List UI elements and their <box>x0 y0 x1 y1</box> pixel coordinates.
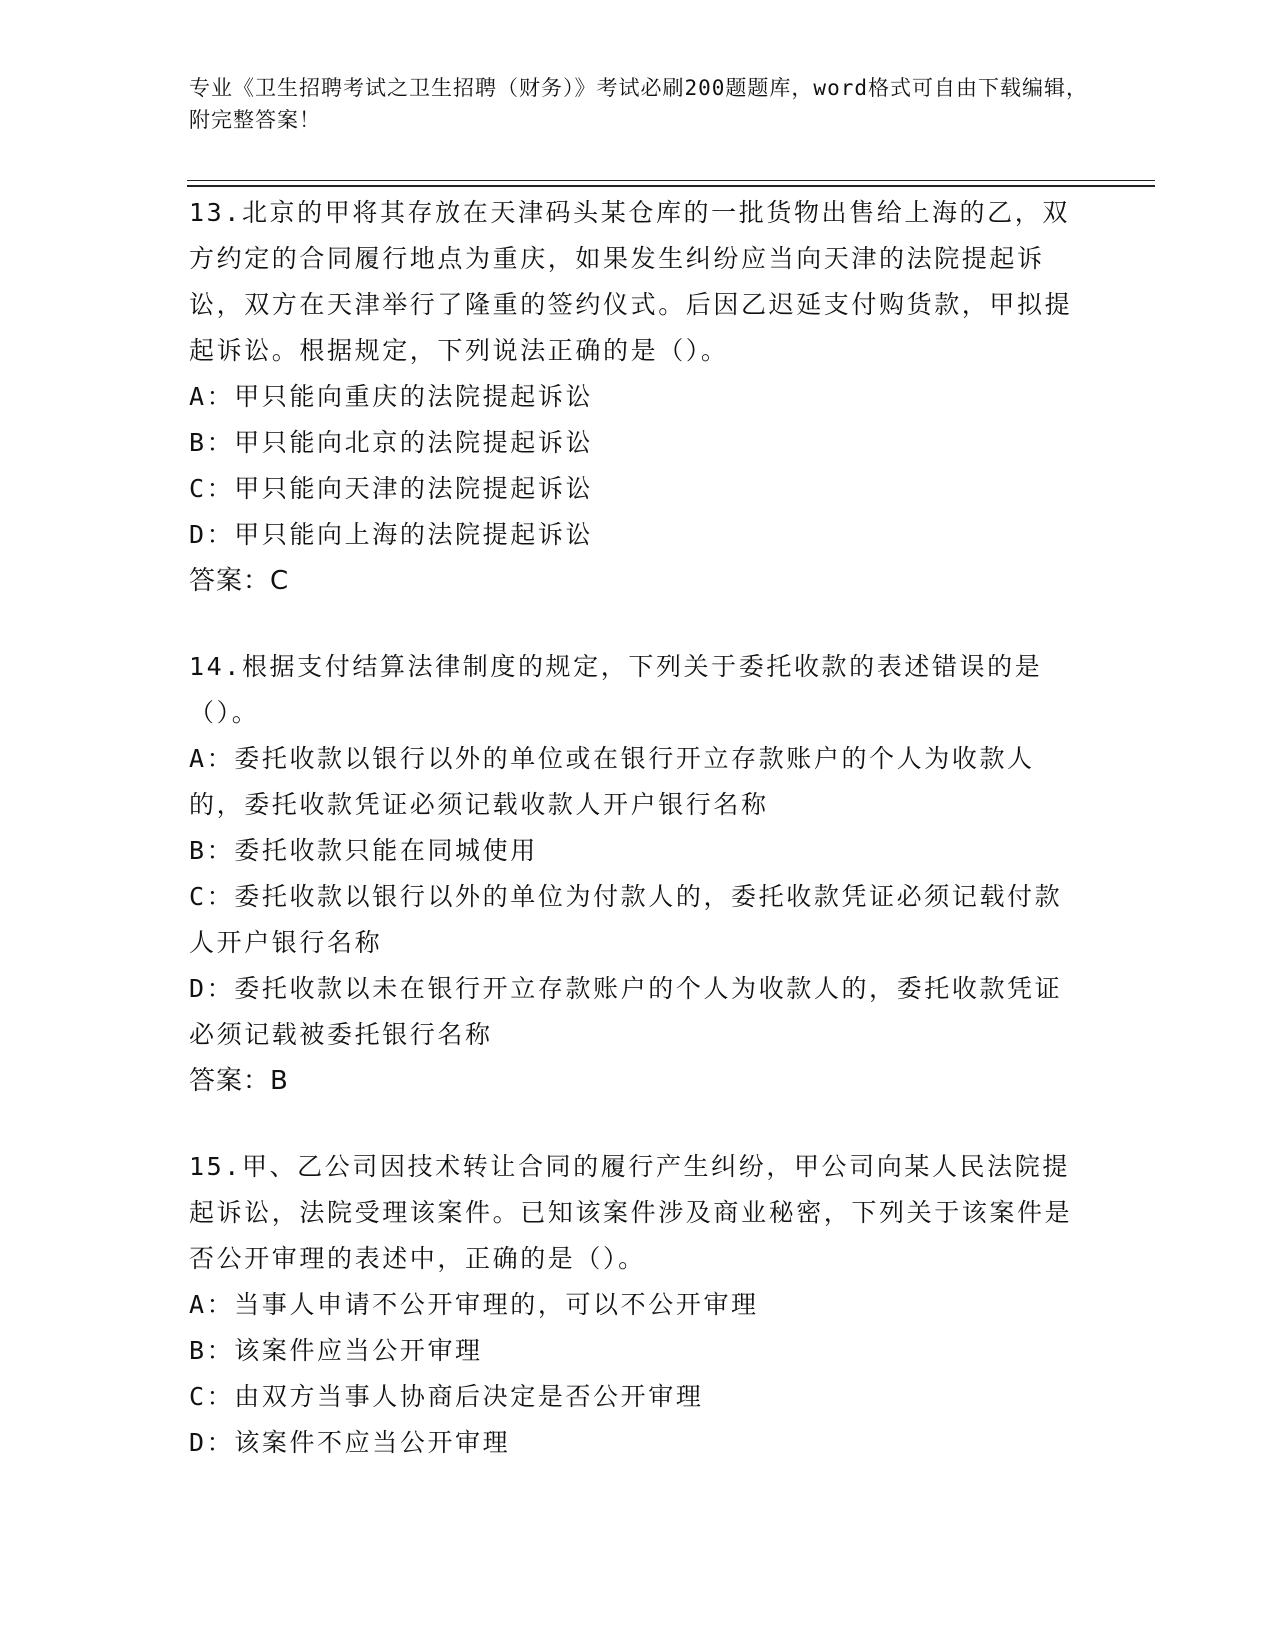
question-15 <box>189 1144 1089 1466</box>
option-c: C：委托收款以银行以外的单位为付款人的，委托收款凭证必须记载付款人开户银行名称 <box>189 882 1063 957</box>
option-b: B：该案件应当公开审理 <box>189 1336 483 1365</box>
option-a: A：甲只能向重庆的法院提起诉讼 <box>189 382 594 411</box>
question-stem: 13.北京的甲将其存放在天津码头某仓库的一批货物出售给上海的乙，双方约定的合同履行地点为重庆，如果发生纠纷应当向天津的法院提起诉讼，双方在天津举行了隆重的签约仪式。后因乙迟延支付购货款，甲拟提起诉讼。根据规定，下列说法正确的是（）。 <box>189 198 1073 365</box>
header-divider-thin <box>187 180 1155 181</box>
answer: 答案：C <box>189 566 290 596</box>
question-stem: 14.根据支付结算法律制度的规定，下列关于委托收款的表述错误的是（）。 <box>189 652 1043 727</box>
question-14 <box>189 644 1089 1104</box>
option-d: D：委托收款以未在银行开立存款账户的个人为收款人的，委托收款凭证必须记载被委托银行名称 <box>189 974 1063 1049</box>
header-divider-thick <box>187 185 1155 187</box>
answer: 答案：B <box>189 1066 289 1096</box>
question-13 <box>189 190 1089 604</box>
option-b: B：甲只能向北京的法院提起诉讼 <box>189 428 594 457</box>
question-list <box>189 190 1089 1506</box>
option-c: C：甲只能向天津的法院提起诉讼 <box>189 474 594 503</box>
option-b: B：委托收款只能在同城使用 <box>189 836 538 865</box>
option-a: A：当事人申请不公开审理的，可以不公开审理 <box>189 1290 759 1319</box>
question-stem: 15.甲、乙公司因技术转让合同的履行产生纠纷，甲公司向某人民法院提起诉讼，法院受理该案件。已知该案件涉及商业秘密，下列关于该案件是否公开审理的表述中，正确的是（）。 <box>189 1152 1073 1273</box>
page-header: 专业《卫生招聘考试之卫生招聘（财务）》考试必刷200题题库，word格式可自由下载编辑，附完整答案！ <box>189 76 1088 132</box>
option-d: D：该案件不应当公开审理 <box>189 1428 511 1457</box>
option-c: C：由双方当事人协商后决定是否公开审理 <box>189 1382 704 1411</box>
option-d: D：甲只能向上海的法院提起诉讼 <box>189 520 594 549</box>
option-a: A：委托收款以银行以外的单位或在银行开立存款账户的个人为收款人的，委托收款凭证必须记载收款人开户银行名称 <box>189 744 1035 819</box>
